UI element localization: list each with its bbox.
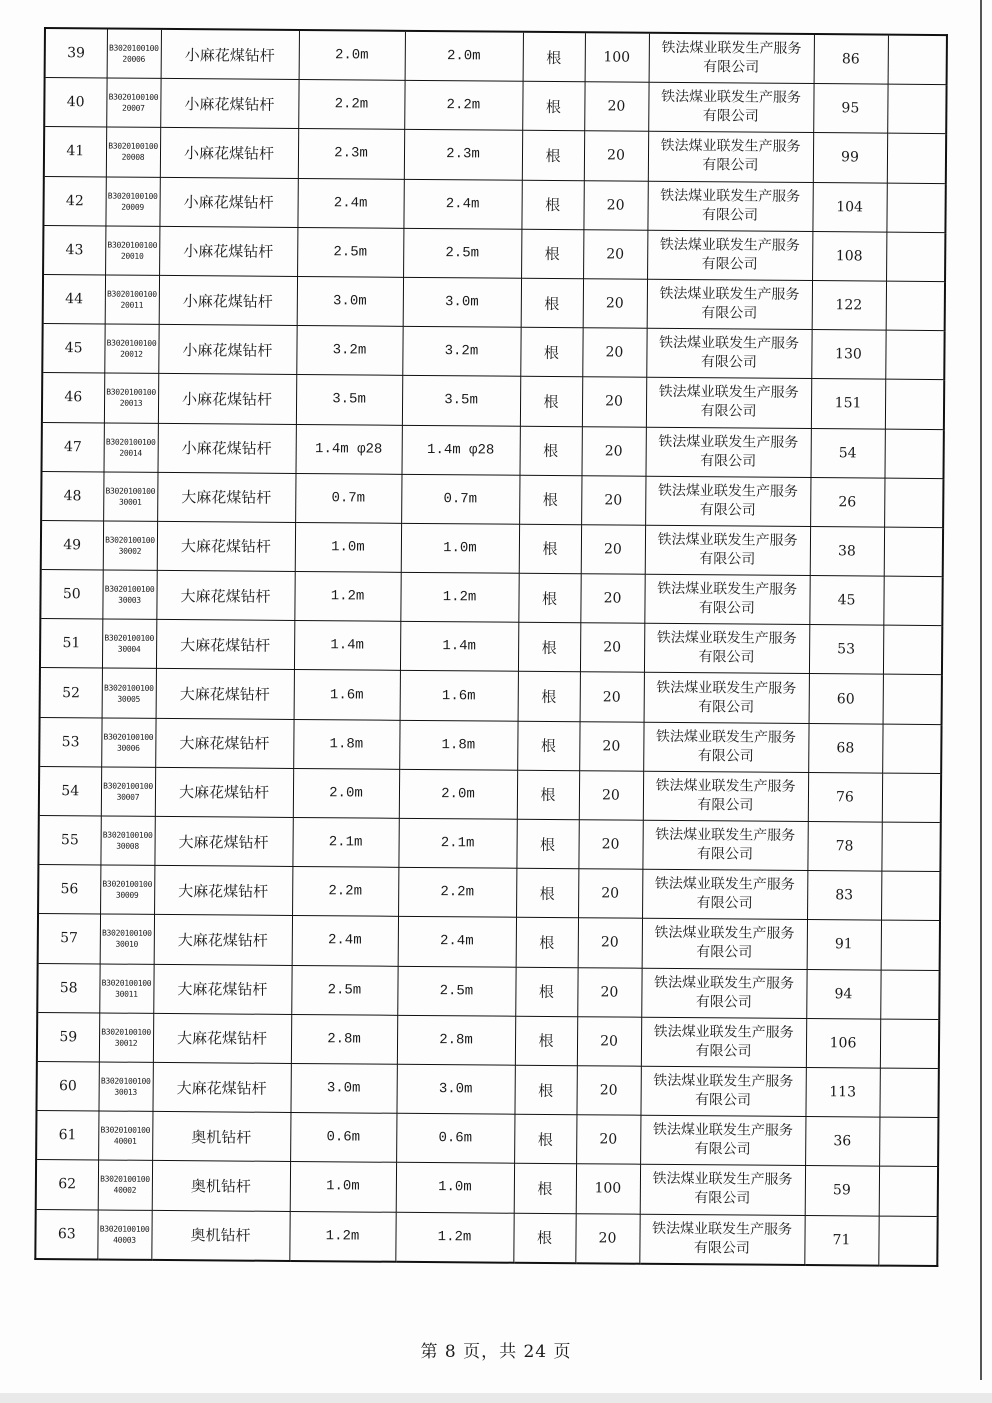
unit-cell: 根 bbox=[521, 180, 583, 230]
model-cell: 3.2m bbox=[402, 326, 520, 376]
specification-cell: 2.8m bbox=[291, 1014, 397, 1064]
product-name-cell: 小麻花煤钻杆 bbox=[158, 325, 296, 375]
unit-cell: 根 bbox=[519, 475, 581, 525]
remark-cell bbox=[882, 724, 941, 774]
unit-cell: 根 bbox=[518, 622, 580, 672]
quantity-cell: 20 bbox=[583, 279, 647, 329]
supplier-name-cell: 铁法煤业联发生产服务有限公司 bbox=[644, 623, 809, 673]
model-cell: 2.4m bbox=[398, 917, 516, 967]
model-cell: 2.2m bbox=[404, 81, 522, 131]
model-cell: 2.4m bbox=[403, 179, 521, 229]
material-code-cell: B302010010030012 bbox=[99, 1013, 153, 1063]
row-number-cell: 55 bbox=[38, 815, 100, 865]
model-cell: 2.0m bbox=[405, 31, 523, 82]
material-code-cell: B302010010030008 bbox=[100, 816, 154, 866]
supplier-name-cell: 铁法煤业联发生产服务有限公司 bbox=[647, 230, 812, 280]
unit-cell: 根 bbox=[518, 573, 580, 623]
material-code-cell: B302010010040003 bbox=[97, 1209, 151, 1259]
model-cell: 1.8m bbox=[399, 720, 517, 770]
quantity-cell: 20 bbox=[580, 672, 644, 722]
supplier-name-cell: 铁法煤业联发生产服务有限公司 bbox=[645, 427, 810, 477]
product-name-cell: 奥机钻杆 bbox=[151, 1210, 289, 1261]
unit-cell: 根 bbox=[521, 229, 583, 279]
specification-cell: 2.5m bbox=[291, 965, 397, 1015]
model-cell: 1.2m bbox=[395, 1212, 513, 1263]
unit-cell: 根 bbox=[516, 868, 578, 918]
material-code-cell: B302010010030001 bbox=[103, 472, 157, 522]
supplier-name-cell: 铁法煤业联发生产服务有限公司 bbox=[640, 1165, 805, 1215]
remark-cell bbox=[883, 576, 942, 626]
unit-price-cell: 94 bbox=[806, 969, 880, 1019]
supplier-name-cell: 铁法煤业联发生产服务有限公司 bbox=[647, 279, 812, 329]
supplier-name-cell: 铁法煤业联发生产服务有限公司 bbox=[644, 673, 809, 723]
material-code-cell: B302010010020013 bbox=[104, 373, 158, 423]
quantity-cell: 20 bbox=[580, 574, 644, 624]
unit-price-cell: 45 bbox=[809, 576, 883, 626]
unit-cell: 根 bbox=[516, 819, 578, 869]
row-number-cell: 47 bbox=[42, 422, 104, 472]
quantity-cell: 20 bbox=[580, 623, 644, 673]
specification-cell: 2.0m bbox=[293, 768, 399, 818]
model-cell: 2.2m bbox=[398, 867, 516, 917]
remark-cell bbox=[886, 232, 945, 282]
supplier-name-cell: 铁法煤业联发生产服务有限公司 bbox=[648, 82, 813, 132]
row-number-cell: 43 bbox=[43, 225, 105, 275]
model-cell: 1.2m bbox=[400, 572, 518, 622]
supplier-name-cell: 铁法煤业联发生产服务有限公司 bbox=[641, 1017, 806, 1067]
supplier-name-cell: 铁法煤业联发生产服务有限公司 bbox=[641, 968, 806, 1018]
row-number-cell: 50 bbox=[40, 570, 102, 620]
table-row bbox=[40, 619, 942, 675]
supplier-name-cell: 铁法煤业联发生产服务有限公司 bbox=[642, 919, 807, 969]
supplier-name-cell: 铁法煤业联发生产服务有限公司 bbox=[647, 181, 812, 231]
supplier-name-cell: 铁法煤业联发生产服务有限公司 bbox=[649, 33, 814, 84]
unit-price-cell: 130 bbox=[811, 330, 885, 380]
unit-cell: 根 bbox=[518, 672, 580, 722]
product-name-cell: 大麻花煤钻杆 bbox=[154, 915, 292, 965]
specification-cell: 2.0m bbox=[299, 30, 405, 81]
unit-price-cell: 71 bbox=[804, 1215, 878, 1265]
table-row bbox=[44, 127, 946, 183]
remark-cell bbox=[885, 330, 944, 380]
model-cell: 2.1m bbox=[398, 818, 516, 868]
table-row bbox=[42, 324, 944, 380]
model-cell: 2.0m bbox=[399, 769, 517, 819]
row-number-cell: 45 bbox=[42, 324, 104, 374]
specification-cell: 2.2m bbox=[292, 867, 398, 917]
row-number-cell: 57 bbox=[38, 914, 100, 964]
table-row bbox=[40, 570, 942, 626]
remark-cell bbox=[886, 183, 945, 233]
specification-cell: 0.6m bbox=[290, 1113, 396, 1163]
unit-price-cell: 108 bbox=[812, 231, 886, 281]
unit-price-cell: 99 bbox=[813, 133, 887, 183]
unit-price-cell: 53 bbox=[809, 625, 883, 675]
remark-cell bbox=[884, 527, 943, 577]
table-row bbox=[39, 717, 941, 773]
table-row bbox=[38, 914, 940, 970]
specification-cell: 3.0m bbox=[290, 1063, 396, 1113]
row-number-cell: 44 bbox=[43, 274, 105, 324]
model-cell: 2.8m bbox=[397, 1015, 515, 1065]
remark-cell bbox=[884, 429, 943, 479]
remark-cell bbox=[884, 478, 943, 528]
remark-cell bbox=[881, 920, 940, 970]
unit-price-cell: 26 bbox=[810, 477, 884, 527]
unit-price-cell: 76 bbox=[808, 772, 882, 822]
remark-cell bbox=[878, 1216, 937, 1266]
remark-cell bbox=[879, 1117, 938, 1167]
specification-cell: 3.0m bbox=[297, 276, 403, 326]
table-row bbox=[37, 1012, 939, 1068]
page-number-footer: 第 8 页，共 24 页 bbox=[420, 1342, 572, 1362]
supplier-name-cell: 铁法煤业联发生产服务有限公司 bbox=[646, 378, 811, 428]
remark-cell bbox=[880, 970, 939, 1020]
product-name-cell: 大麻花煤钻杆 bbox=[157, 521, 295, 571]
unit-cell: 根 bbox=[523, 32, 585, 82]
specification-cell: 1.4m φ28 bbox=[296, 424, 402, 474]
unit-price-cell: 151 bbox=[811, 379, 885, 429]
supplier-name-cell: 铁法煤业联发生产服务有限公司 bbox=[639, 1214, 804, 1265]
material-code-cell: B302010010020010 bbox=[105, 226, 159, 276]
remark-cell bbox=[882, 773, 941, 823]
quantity-cell: 20 bbox=[582, 328, 646, 378]
specification-cell: 2.4m bbox=[297, 178, 403, 228]
quantity-cell: 20 bbox=[584, 131, 648, 181]
product-name-cell: 小麻花煤钻杆 bbox=[158, 374, 296, 424]
unit-price-cell: 106 bbox=[806, 1018, 880, 1068]
product-name-cell: 大麻花煤钻杆 bbox=[153, 1013, 291, 1063]
material-code-cell: B302010010030006 bbox=[101, 718, 155, 768]
quantity-cell: 20 bbox=[578, 820, 642, 870]
supplier-name-cell: 铁法煤业联发生产服务有限公司 bbox=[644, 574, 809, 624]
row-number-cell: 56 bbox=[38, 865, 100, 915]
unit-cell: 根 bbox=[521, 278, 583, 328]
table-row bbox=[36, 1061, 938, 1117]
product-name-cell: 小麻花煤钻杆 bbox=[161, 29, 299, 80]
unit-cell: 根 bbox=[522, 81, 584, 131]
remark-cell bbox=[881, 871, 940, 921]
unit-price-cell: 86 bbox=[814, 34, 888, 84]
model-cell: 0.7m bbox=[401, 474, 519, 524]
unit-cell: 根 bbox=[514, 1164, 576, 1214]
table-row bbox=[35, 1209, 937, 1266]
material-code-cell: B302010010030004 bbox=[102, 619, 156, 669]
specification-cell: 2.2m bbox=[298, 80, 404, 130]
table-row bbox=[41, 520, 943, 576]
quantity-cell: 20 bbox=[576, 1066, 640, 1116]
table-row bbox=[40, 668, 942, 724]
product-name-cell: 大麻花煤钻杆 bbox=[152, 1062, 290, 1112]
material-code-cell: B302010010030002 bbox=[103, 521, 157, 571]
row-number-cell: 58 bbox=[37, 963, 99, 1013]
material-code-cell: B302010010020006 bbox=[107, 28, 161, 78]
remark-cell bbox=[887, 84, 946, 134]
material-code-cell: B302010010020007 bbox=[106, 78, 160, 128]
quantity-cell: 20 bbox=[583, 180, 647, 230]
material-code-cell: B302010010030007 bbox=[101, 767, 155, 817]
unit-cell: 根 bbox=[519, 426, 581, 476]
product-name-cell: 小麻花煤钻杆 bbox=[158, 423, 296, 473]
table-row bbox=[42, 422, 944, 478]
model-cell: 3.0m bbox=[396, 1064, 514, 1114]
model-cell: 1.4m bbox=[400, 622, 518, 672]
table-row bbox=[37, 963, 939, 1019]
model-cell: 1.4m φ28 bbox=[402, 425, 520, 475]
specification-cell: 1.0m bbox=[295, 522, 401, 572]
quantity-cell: 100 bbox=[585, 32, 649, 82]
model-cell: 2.3m bbox=[404, 130, 522, 180]
unit-price-cell: 78 bbox=[807, 822, 881, 872]
remark-cell bbox=[888, 35, 947, 85]
model-cell: 3.5m bbox=[402, 376, 520, 426]
scan-bottom-shade bbox=[0, 1393, 992, 1403]
unit-price-cell: 54 bbox=[810, 428, 884, 478]
remark-cell bbox=[881, 822, 940, 872]
specification-cell: 1.8m bbox=[293, 719, 399, 769]
unit-cell: 根 bbox=[516, 918, 578, 968]
supplier-name-cell: 铁法煤业联发生产服务有限公司 bbox=[643, 771, 808, 821]
quantity-cell: 20 bbox=[584, 82, 648, 132]
unit-price-cell: 83 bbox=[807, 871, 881, 921]
specification-cell: 2.5m bbox=[297, 227, 403, 277]
material-code-cell: B302010010030009 bbox=[100, 865, 154, 915]
material-code-cell: B302010010030011 bbox=[99, 964, 153, 1014]
model-cell: 1.0m bbox=[396, 1163, 514, 1213]
unit-cell: 根 bbox=[522, 131, 584, 181]
material-code-cell: B302010010020009 bbox=[105, 177, 159, 227]
quantity-cell: 20 bbox=[577, 1016, 641, 1066]
table-row bbox=[43, 225, 945, 281]
quantity-cell: 20 bbox=[583, 229, 647, 279]
unit-price-cell: 60 bbox=[809, 674, 883, 724]
quantity-cell: 20 bbox=[578, 918, 642, 968]
remark-cell bbox=[879, 1166, 938, 1216]
unit-cell: 根 bbox=[517, 770, 579, 820]
quantity-cell: 20 bbox=[579, 771, 643, 821]
unit-cell: 根 bbox=[520, 327, 582, 377]
unit-price-cell: 113 bbox=[805, 1067, 879, 1117]
model-cell: 2.5m bbox=[397, 966, 515, 1016]
unit-price-cell: 95 bbox=[813, 84, 887, 134]
product-name-cell: 大麻花煤钻杆 bbox=[155, 718, 293, 768]
remark-cell bbox=[886, 281, 945, 331]
specification-cell: 1.6m bbox=[294, 670, 400, 720]
table-row bbox=[44, 78, 946, 134]
specification-cell: 0.7m bbox=[295, 473, 401, 523]
specification-cell: 3.5m bbox=[296, 375, 402, 425]
material-code-cell: B302010010030010 bbox=[100, 914, 154, 964]
row-number-cell: 61 bbox=[36, 1111, 98, 1161]
quantity-cell: 20 bbox=[575, 1213, 639, 1263]
product-name-cell: 大麻花煤钻杆 bbox=[154, 816, 292, 866]
supplier-name-cell: 铁法煤业联发生产服务有限公司 bbox=[642, 820, 807, 870]
product-name-cell: 大麻花煤钻杆 bbox=[156, 620, 294, 670]
unit-price-cell: 36 bbox=[805, 1117, 879, 1167]
unit-price-cell: 122 bbox=[812, 280, 886, 330]
product-name-cell: 大麻花煤钻杆 bbox=[153, 964, 291, 1014]
quantity-cell: 20 bbox=[579, 721, 643, 771]
product-name-cell: 小麻花煤钻杆 bbox=[159, 226, 297, 276]
unit-cell: 根 bbox=[514, 1114, 576, 1164]
unit-cell: 根 bbox=[513, 1213, 575, 1263]
quantity-cell: 20 bbox=[581, 475, 645, 525]
unit-price-cell: 38 bbox=[810, 526, 884, 576]
table-body bbox=[35, 28, 947, 1266]
material-code-cell: B302010010040002 bbox=[98, 1160, 152, 1210]
product-name-cell: 大麻花煤钻杆 bbox=[157, 472, 295, 522]
remark-cell bbox=[883, 675, 942, 725]
supplier-name-cell: 铁法煤业联发生产服务有限公司 bbox=[643, 722, 808, 772]
remark-cell bbox=[887, 134, 946, 184]
product-name-cell: 小麻花煤钻杆 bbox=[160, 128, 298, 178]
table-row bbox=[38, 815, 940, 871]
row-number-cell: 53 bbox=[39, 717, 101, 767]
table-row bbox=[43, 176, 945, 232]
row-number-cell: 42 bbox=[43, 176, 105, 226]
supplier-name-cell: 铁法煤业联发生产服务有限公司 bbox=[645, 525, 810, 575]
quantity-cell: 20 bbox=[578, 869, 642, 919]
remark-cell bbox=[885, 379, 944, 429]
scan-page-edge bbox=[980, 0, 982, 1380]
quantity-cell: 20 bbox=[581, 426, 645, 476]
table-row bbox=[38, 865, 940, 921]
row-number-cell: 51 bbox=[40, 619, 102, 669]
specification-cell: 3.2m bbox=[296, 326, 402, 376]
product-name-cell: 奥机钻杆 bbox=[152, 1112, 290, 1162]
row-number-cell: 63 bbox=[35, 1209, 97, 1259]
row-number-cell: 60 bbox=[36, 1061, 98, 1111]
quantity-cell: 20 bbox=[576, 1115, 640, 1165]
unit-price-cell: 59 bbox=[805, 1166, 879, 1216]
quantity-cell: 20 bbox=[582, 377, 646, 427]
table-row bbox=[36, 1160, 938, 1216]
row-number-cell: 62 bbox=[36, 1160, 98, 1210]
quantity-cell: 20 bbox=[581, 525, 645, 575]
product-name-cell: 大麻花煤钻杆 bbox=[155, 767, 293, 817]
specification-cell: 2.3m bbox=[298, 129, 404, 179]
unit-price-cell: 104 bbox=[812, 182, 886, 232]
material-code-cell: B302010010030003 bbox=[102, 570, 156, 620]
specification-cell: 1.0m bbox=[290, 1162, 396, 1212]
remark-cell bbox=[880, 1019, 939, 1069]
specification-cell: 1.2m bbox=[289, 1211, 395, 1262]
material-code-cell: B302010010020014 bbox=[104, 422, 158, 472]
table-row bbox=[42, 373, 944, 429]
goods-price-table bbox=[34, 27, 948, 1267]
row-number-cell: 59 bbox=[37, 1012, 99, 1062]
table-row bbox=[41, 471, 943, 527]
supplier-name-cell: 铁法煤业联发生产服务有限公司 bbox=[645, 476, 810, 526]
row-number-cell: 46 bbox=[42, 373, 104, 423]
supplier-name-cell: 铁法煤业联发生产服务有限公司 bbox=[640, 1115, 805, 1165]
unit-cell: 根 bbox=[519, 524, 581, 574]
unit-cell: 根 bbox=[515, 967, 577, 1017]
supplier-name-cell: 铁法煤业联发生产服务有限公司 bbox=[642, 869, 807, 919]
row-number-cell: 41 bbox=[44, 127, 106, 177]
unit-price-cell: 91 bbox=[807, 920, 881, 970]
unit-cell: 根 bbox=[520, 377, 582, 427]
remark-cell bbox=[879, 1068, 938, 1118]
product-name-cell: 大麻花煤钻杆 bbox=[156, 669, 294, 719]
material-code-cell: B302010010020012 bbox=[104, 324, 158, 374]
product-name-cell: 大麻花煤钻杆 bbox=[156, 570, 294, 620]
table-row bbox=[43, 274, 945, 330]
row-number-cell: 52 bbox=[40, 668, 102, 718]
table-row bbox=[39, 766, 941, 822]
model-cell: 1.6m bbox=[400, 671, 518, 721]
product-name-cell: 小麻花煤钻杆 bbox=[159, 275, 297, 325]
model-cell: 3.0m bbox=[403, 277, 521, 327]
product-name-cell: 小麻花煤钻杆 bbox=[159, 177, 297, 227]
row-number-cell: 40 bbox=[44, 78, 106, 128]
row-number-cell: 49 bbox=[41, 520, 103, 570]
model-cell: 0.6m bbox=[396, 1113, 514, 1163]
table-row bbox=[36, 1111, 938, 1167]
material-code-cell: B302010010030013 bbox=[98, 1062, 152, 1112]
supplier-name-cell: 铁法煤业联发生产服务有限公司 bbox=[648, 132, 813, 182]
supplier-name-cell: 铁法煤业联发生产服务有限公司 bbox=[646, 328, 811, 378]
row-number-cell: 48 bbox=[41, 471, 103, 521]
specification-cell: 2.4m bbox=[292, 916, 398, 966]
material-code-cell: B302010010030005 bbox=[102, 668, 156, 718]
row-number-cell: 39 bbox=[45, 28, 107, 78]
material-code-cell: B302010010020008 bbox=[106, 127, 160, 177]
remark-cell bbox=[883, 625, 942, 675]
product-name-cell: 奥机钻杆 bbox=[152, 1161, 290, 1211]
row-number-cell: 54 bbox=[39, 766, 101, 816]
product-name-cell: 大麻花煤钻杆 bbox=[154, 866, 292, 916]
material-code-cell: B302010010040001 bbox=[98, 1111, 152, 1161]
model-cell: 1.0m bbox=[401, 523, 519, 573]
product-name-cell: 小麻花煤钻杆 bbox=[160, 79, 298, 129]
unit-cell: 根 bbox=[517, 721, 579, 771]
specification-cell: 1.4m bbox=[294, 621, 400, 671]
material-code-cell: B302010010020011 bbox=[105, 275, 159, 325]
unit-price-cell: 68 bbox=[808, 723, 882, 773]
supplier-name-cell: 铁法煤业联发生产服务有限公司 bbox=[640, 1066, 805, 1116]
specification-cell: 2.1m bbox=[292, 817, 398, 867]
model-cell: 2.5m bbox=[403, 228, 521, 278]
unit-cell: 根 bbox=[515, 1016, 577, 1066]
table-row bbox=[45, 28, 947, 85]
unit-cell: 根 bbox=[514, 1065, 576, 1115]
quantity-cell: 100 bbox=[576, 1164, 640, 1214]
specification-cell: 1.2m bbox=[294, 572, 400, 622]
quantity-cell: 20 bbox=[577, 967, 641, 1017]
